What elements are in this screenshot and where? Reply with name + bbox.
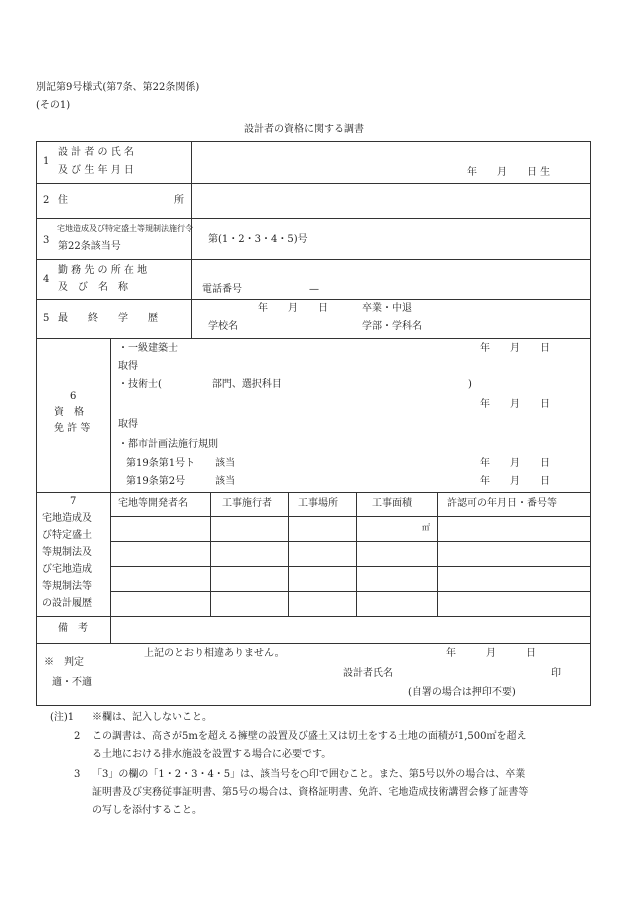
judgment-options: 適・不適 (52, 677, 92, 688)
license-city-planning-a: 第19条第1号ト 該当 (126, 458, 236, 469)
license-item3a-date[interactable]: 年 月 日 (480, 458, 550, 469)
row6-number: 6 (70, 391, 77, 402)
judgment-label: ※ 判定 (44, 657, 84, 668)
col-area: 工事面積 (372, 498, 412, 509)
row7-label-line5: 等規制法等 (42, 581, 92, 592)
note3-line3: の写しを添付すること。 (92, 805, 202, 816)
row7-label-line4: び宅地造成 (42, 564, 92, 575)
note2-line1: この調書は、高さが5mを超える擁壁の設置及び盛土又は切土をする土地の面積が1,500㎡を超え (92, 731, 527, 742)
school-name-label: 学校名 (208, 321, 238, 332)
row7-label-line2: び特定盛土 (42, 530, 92, 541)
row3-label-line1: 宅地造成及び特定盛土等規制法施行令 (57, 224, 193, 233)
col-permit: 許認可の年月日・番号等 (447, 498, 557, 509)
row2-number: 2 (43, 195, 50, 206)
col-developer: 宅地等開発者名 (118, 498, 188, 509)
document-title: 設計者の資格に関する調書 (244, 124, 364, 135)
license-item1-acquired: 取得 (118, 361, 138, 372)
col-site: 工事場所 (298, 498, 338, 509)
license-first-class-architect: ・一級建築士 (118, 343, 178, 354)
row1-number: 1 (43, 156, 50, 167)
form-subtitle: (その1) (36, 100, 71, 111)
license-city-planning: ・都市計画法施行規則 (118, 439, 218, 450)
remarks-label: 備 考 (58, 623, 88, 634)
row5-number: 5 (43, 313, 50, 324)
row1-label-line2: 及 び 生 年 月 日 (58, 165, 134, 176)
row7-number: 7 (70, 496, 77, 507)
license-professional-engineer: ・技術士( 部門、選択科目 (118, 379, 282, 390)
ordinance-item-field[interactable]: 第(1・2・3・4・5)号 (208, 234, 308, 245)
note3-line1: 「3」の欄の「1・2・3・4・5」は、該当号を○印で囲むこと。また、第5号以外の場合は、卒業 (92, 769, 526, 780)
declaration-statement: 上記のとおり相違ありません。 (144, 648, 285, 659)
row1-label-line1: 設 計 者 の 氏 名 (58, 147, 134, 158)
row2-label-right: 所 (174, 195, 184, 206)
row4-label-line2: 及 び 名 称 (58, 282, 128, 293)
address-field[interactable] (192, 184, 590, 218)
graduation-status[interactable]: 卒業・中退 (362, 303, 412, 314)
graduation-date-field[interactable]: 年 月 日 (258, 303, 328, 314)
row5-label: 最 終 学 歴 (58, 313, 158, 324)
license-item2-close: ) (468, 379, 472, 390)
phone-dash: — (309, 284, 319, 295)
note2-number: 2 (74, 731, 81, 742)
row4-label-line1: 勤 務 先 の 所 在 地 (58, 265, 148, 276)
license-item3b-date[interactable]: 年 月 日 (480, 476, 550, 487)
row3-number: 3 (43, 235, 50, 246)
license-item1-date[interactable]: 年 月 日 (480, 343, 550, 354)
license-item2-acquired: 取得 (118, 419, 138, 430)
note3-line2: 証明書及び実務従事証明書、第5号の場合は、資格証明書、免許、宅地造成技術講習会修了証書等 (92, 787, 529, 798)
seal-note: (自署の場合は押印不要) (408, 687, 516, 698)
note1-text: ※欄は、記入しないこと。 (92, 712, 212, 723)
note3-number: 3 (74, 769, 81, 780)
license-city-planning-b: 第19条第2号 該当 (126, 476, 236, 487)
row7-label-line6: の設計履歴 (42, 598, 92, 609)
designer-name-label: 設計者氏名 (343, 668, 393, 679)
note1-number: (注)1 (50, 712, 75, 723)
license-item2-date[interactable]: 年 月 日 (480, 399, 550, 410)
row6-label-line1: 資 格 (54, 407, 84, 418)
faculty-label: 学部・学科名 (362, 321, 422, 332)
col-contractor: 工事施行者 (222, 498, 272, 509)
form-number-title: 別記第9号様式(第7条、第22条関係) (36, 82, 200, 93)
seal-mark[interactable]: 印 (551, 668, 561, 679)
birth-date-field[interactable]: 年 月 日 生 (467, 167, 551, 178)
area-unit: ㎡ (422, 523, 430, 532)
declaration-date[interactable]: 年 月 日 (446, 648, 536, 659)
row2-label-left: 住 (58, 195, 68, 206)
remarks-field[interactable] (111, 617, 590, 643)
row3-label-line2: 第22条該当号 (58, 241, 121, 252)
note2-line2: る土地における排水施設を設置する場合に必要です。 (92, 749, 332, 760)
row4-number: 4 (43, 274, 50, 285)
row6-label-line2: 免 許 等 (54, 423, 91, 434)
phone-label: 電話番号 (202, 284, 242, 295)
row7-label-line1: 宅地造成及 (42, 513, 92, 524)
row7-label-line3: 等規制法及 (42, 547, 92, 558)
